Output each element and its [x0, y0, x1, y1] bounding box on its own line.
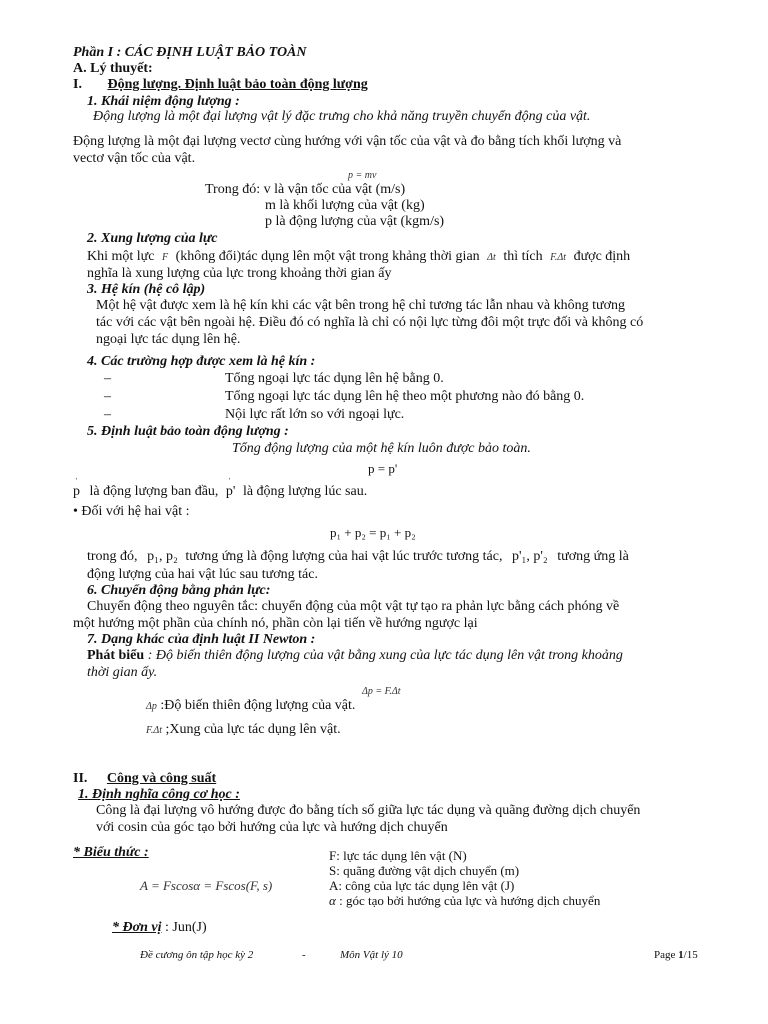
- paragraph-line: động lượng của hai vật lúc sau tương tác.: [87, 567, 318, 582]
- section-a-heading: A. Lý thuyết:: [73, 61, 153, 76]
- heading-work-definition: 1. Định nghĩa công cơ học :: [78, 787, 240, 802]
- legend-item: F: lực tác dụng lên vật (N): [329, 848, 467, 863]
- two-body-desc: trong đó, p₁, p₂ tương ứng là động lượng của hai vật lúc trước tương tác, p'₁, p'₂ tương ứng là: [87, 549, 629, 564]
- heading-closed-system: 3. Hệ kín (hệ cô lập): [87, 282, 206, 297]
- two-body-equation: p₁ + p₂ = p₁ + p₂: [330, 525, 416, 540]
- heading-momentum-concept: 1. Khái niệm động lượng :: [87, 94, 240, 109]
- newton-equation: Δp = F.Δt: [362, 686, 401, 697]
- section-1-number: I.: [73, 77, 82, 92]
- legend-item: A: công của lực tác dụng lên vật (J): [329, 878, 515, 893]
- paragraph-line: Một hệ vật được xem là hệ kín khi các vật bên trong hệ chỉ tương tác lẫn nhau và không tương: [96, 298, 625, 313]
- impulse-line-1: Khi một lực F (không đổi)tác dụng lên một vật trong khảng thời gian Δt thì tích F.Δt được định: [87, 249, 631, 264]
- momentum-definition: Động lượng là một đại lượng vật lý đặc trưng cho khả năng truyền chuyển động của vật.: [93, 109, 591, 124]
- statement-label: Phát biểu: [87, 648, 145, 663]
- list-item: Tổng ngoại lực tác dụng lên hệ theo một phương nào đó bằng 0.: [225, 389, 585, 404]
- formula-momentum: p = mv: [348, 170, 377, 181]
- heading-conservation-law: 5. Định luật bảo toàn động lượng :: [87, 424, 289, 439]
- page-number: Page 1/15: [654, 949, 698, 961]
- list-item: Nội lực rất lớn so với ngoại lực.: [225, 407, 405, 422]
- work-formula: A = Fscosα = Fscos(F, s): [140, 878, 273, 893]
- paragraph-line: vectơ vận tốc của vật.: [73, 151, 196, 166]
- section-1-title: Động lượng. Định luật bảo toàn động lượng: [107, 77, 368, 92]
- section-2-title: Công và công suất: [106, 771, 217, 786]
- heading-impulse: 2. Xung lượng của lực: [87, 231, 218, 246]
- conservation-equation: p = p': [368, 461, 398, 476]
- impulse-symbol: F.Δt: [146, 725, 162, 736]
- dash-bullet: –: [104, 371, 111, 386]
- impulse-line: F.Δt ;Xung của lực tác dụng lên vật.: [146, 722, 341, 737]
- initial-momentum-symbol: ˈ p: [73, 483, 80, 500]
- footer-left: Đề cương ôn tập học kỳ 2: [140, 949, 254, 961]
- statement-line-2: thời gian ấy.: [87, 665, 158, 680]
- legend-item: α : góc tạo bởi hướng của lực và hướng dịch chuyển: [329, 893, 601, 908]
- where-line: m là khối lượng của vật (kg): [265, 198, 425, 213]
- two-body-heading: • Đối với hệ hai vật :: [73, 504, 190, 519]
- expression-label: * Biểu thức :: [73, 845, 149, 860]
- list-item: Tổng ngoại lực tác dụng lên hệ bằng 0.: [225, 371, 444, 386]
- section-1-heading: [73, 76, 368, 93]
- conservation-statement: Tổng động lượng của một hệ kín luôn được bảo toàn.: [232, 441, 531, 456]
- unit-label: * Đơn vị: [112, 920, 162, 935]
- legend-item: S: quãng đường vật dịch chuyển (m): [329, 863, 520, 878]
- final-momenta-symbols: p'₁, p'₂: [511, 549, 548, 564]
- heading-closed-cases: 4. Các trường hợp được xem là hệ kín :: [87, 354, 316, 369]
- impulse-line-2: nghĩa là xung lượng của lực trong khoảng thời gian ấy: [87, 266, 392, 281]
- delta-p-symbol: Δp: [146, 701, 157, 712]
- where-line: Trong đó: v là vận tốc của vật (m/s): [205, 182, 406, 197]
- paragraph-line: Động lượng là một đại lượng vectơ cùng hướng với vận tốc của vật và đo bằng tích khối lượng và: [73, 134, 622, 149]
- paragraph-line: Công là đại lượng vô hướng được đo bằng tích số giữa lực tác dụng và quãng đường dịch chuyển: [96, 803, 641, 818]
- unit-value: : Jun(J): [165, 920, 207, 935]
- final-momentum-symbol: ˈ p': [226, 483, 236, 500]
- dash-bullet: –: [104, 389, 111, 404]
- paragraph-line: Chuyển động theo nguyên tắc: chuyển động của một vật tự tạo ra phản lực bằng cách phóng về: [87, 599, 620, 614]
- heading-jet-propulsion: 6. Chuyển động bằng phản lực:: [87, 583, 271, 598]
- part-title: Phần I : CÁC ĐỊNH LUẬT BẢO TOÀN: [73, 45, 307, 60]
- section-2-heading: [73, 770, 216, 787]
- paragraph-line: với cosin của góc tạo bởi hướng của lực và hướng dịch chuyển: [96, 820, 448, 835]
- impulse-symbol: F.Δt: [550, 252, 567, 263]
- alpha-symbol: α: [329, 893, 336, 908]
- unit-line: [112, 919, 207, 936]
- paragraph-line: tác với các vật bên ngoài hệ. Điều đó có nghĩa là chỉ có nội lực từng đôi một trực đối và không có: [96, 315, 644, 330]
- footer-dash: -: [302, 949, 306, 961]
- footer-subject: Môn Vật lý 10: [340, 949, 403, 961]
- conservation-desc: ˈ p là động lượng ban đầu, ˈ p' là động lượng lúc sau.: [73, 483, 367, 500]
- dash-bullet: –: [104, 407, 111, 422]
- statement-line-1: Phát biểu : Độ biến thiên động lượng của vật bằng xung của lực tác dụng lên vật trong khoảng: [87, 648, 623, 663]
- heading-newton-second-law: 7. Dạng khác của định luật II Newton :: [87, 632, 316, 647]
- paragraph-line: một hướng một phần của chính nó, phần còn lại tiến về hướng ngược lại: [73, 616, 478, 631]
- initial-momenta-symbols: p₁, p₂: [147, 549, 178, 564]
- section-2-number: II.: [73, 771, 88, 786]
- force-symbol: F: [161, 252, 169, 263]
- delta-p-line: Δp :Độ biến thiên động lượng của vật.: [146, 698, 356, 713]
- paragraph-line: ngoại lực tác dụng lên hệ.: [96, 332, 241, 347]
- where-line: p là động lượng của vật (kgm/s): [265, 214, 445, 229]
- delta-t-symbol: Δt: [487, 252, 496, 263]
